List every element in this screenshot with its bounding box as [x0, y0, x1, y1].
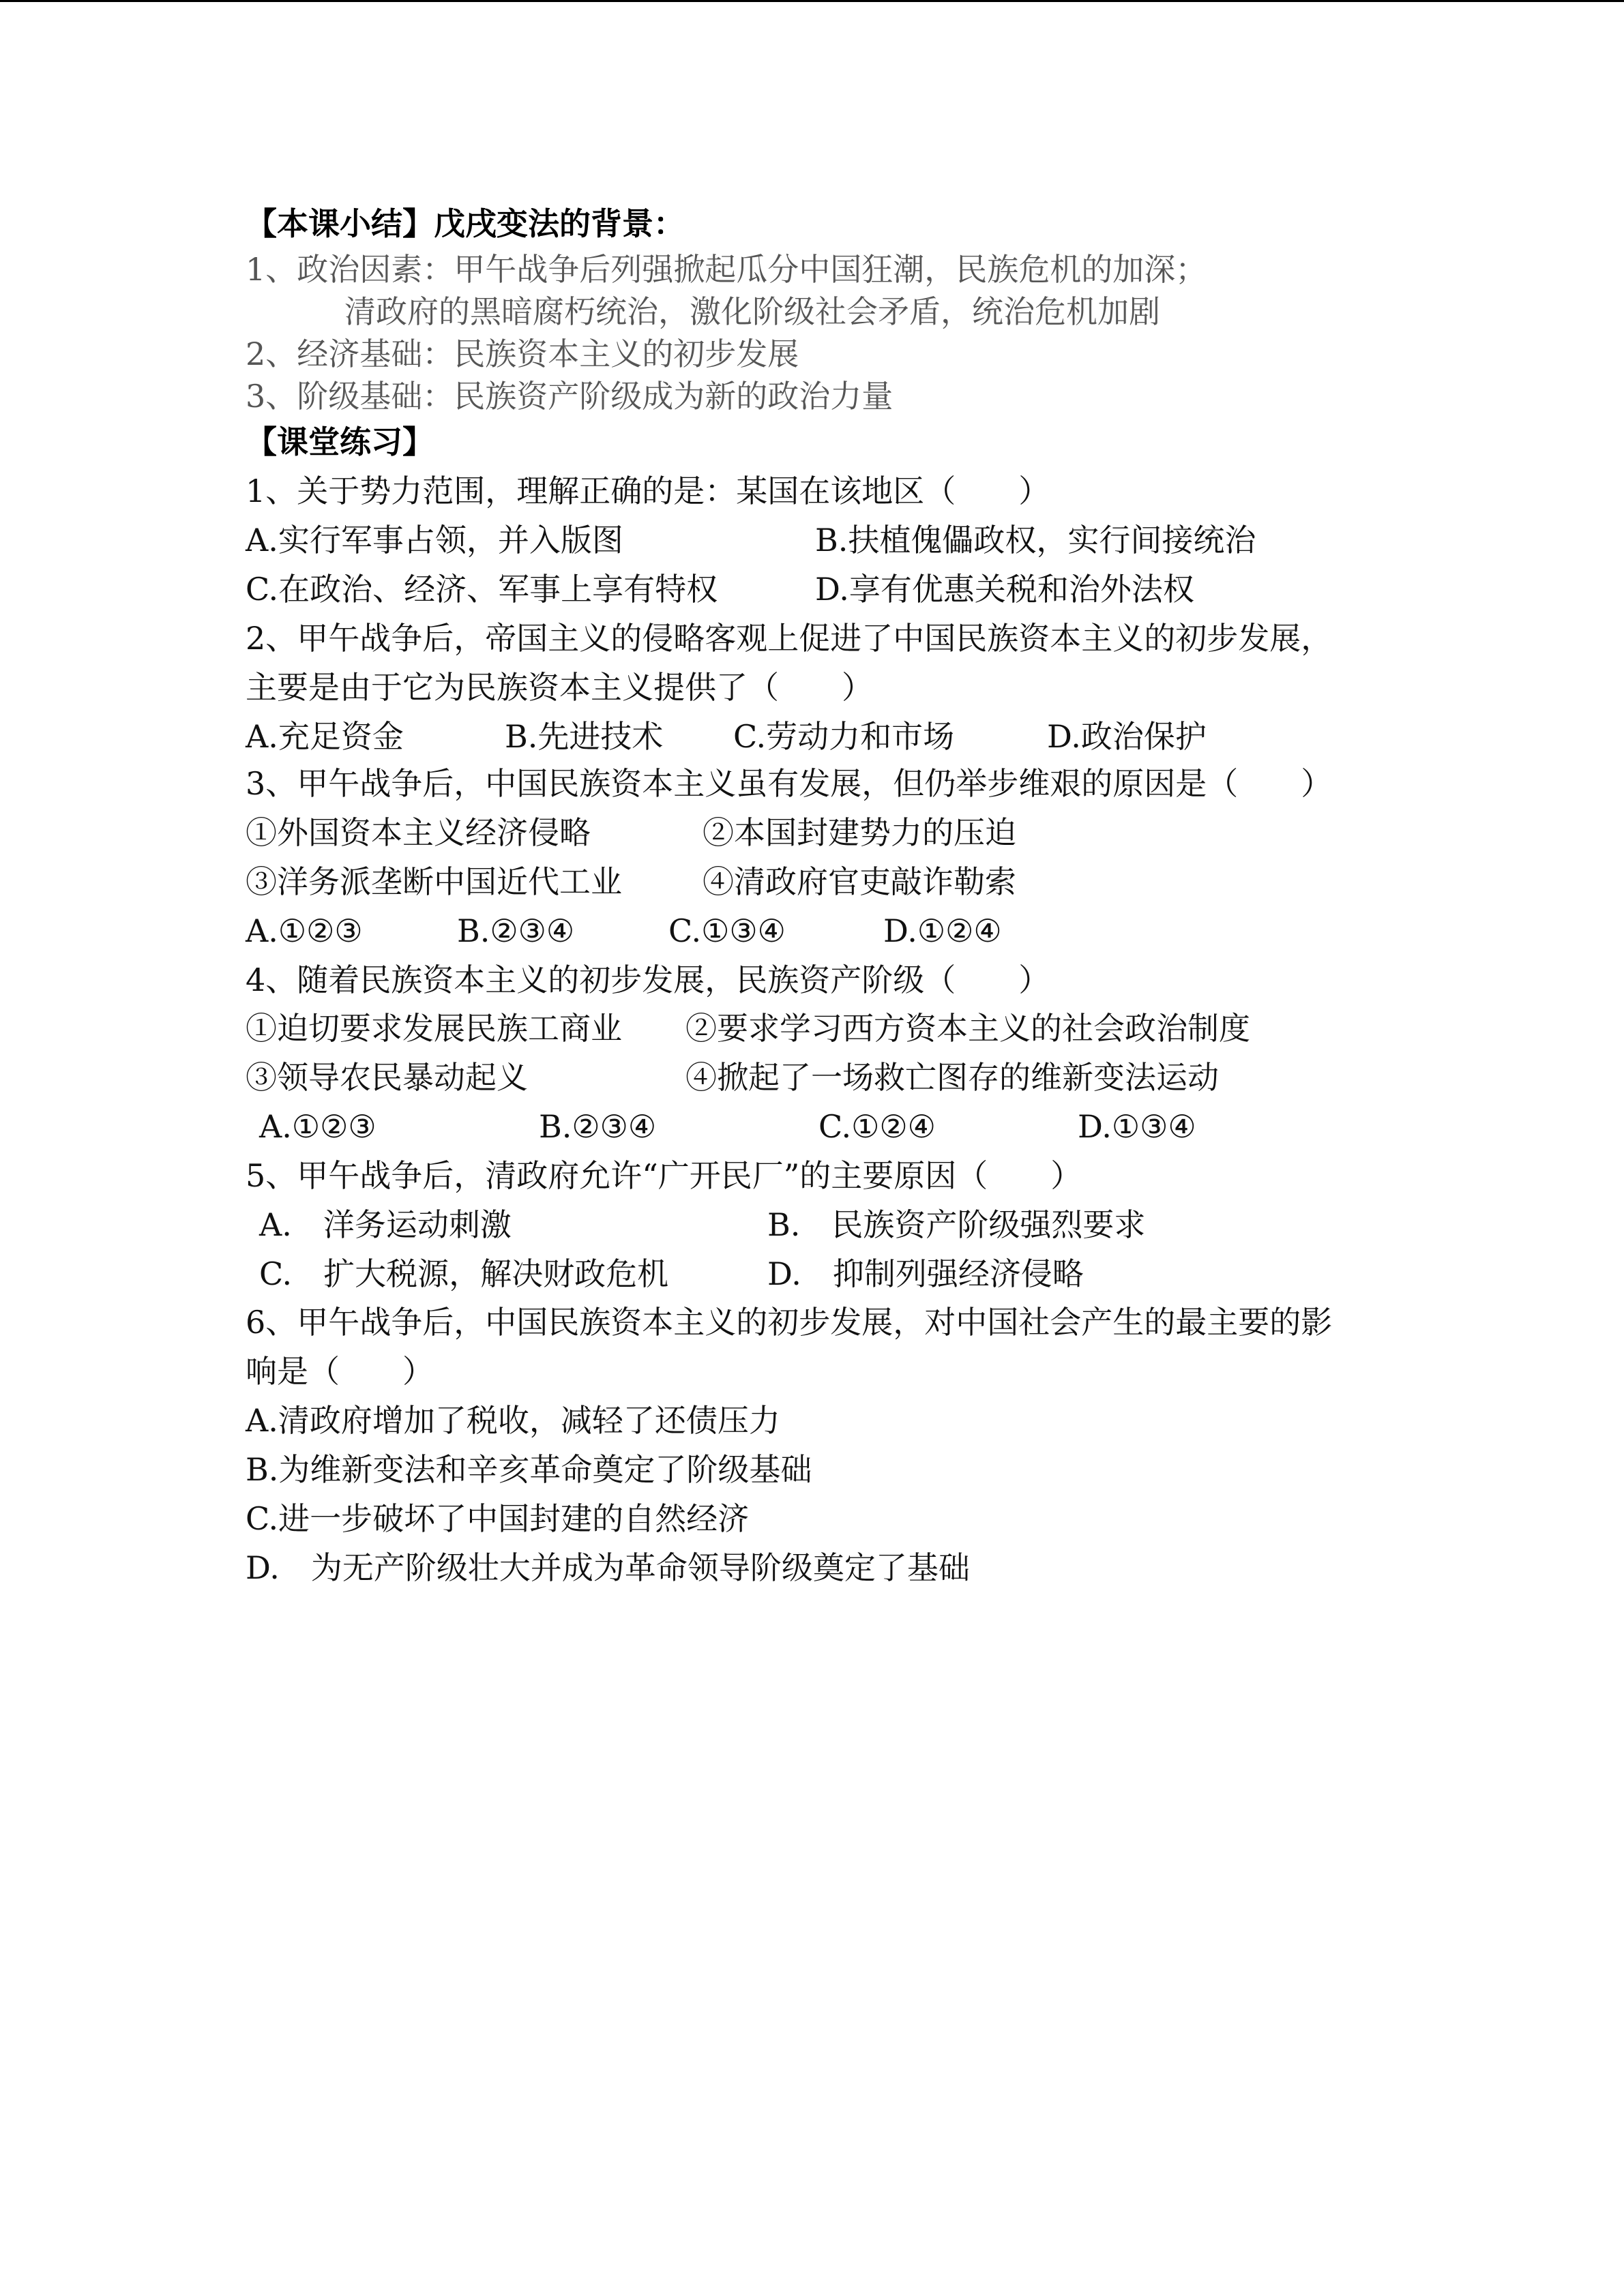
q4-option-d[interactable]: D.①③④: [1078, 1108, 1196, 1145]
q1-stem: 1、关于势力范围，理解正确的是：某国在该地区（ ）: [246, 473, 1050, 509]
q5-option-a[interactable]: A. 洋务运动刺激: [259, 1206, 512, 1243]
q1-option-b[interactable]: B.扶植傀儡政权，实行间接统治: [815, 522, 1256, 558]
q6-option-c[interactable]: C.进一步破坏了中国封建的自然经济: [246, 1500, 750, 1537]
q6-stem-line1: 6、甲午战争后，中国民族资本主义的初步发展，对中国社会产生的最主要的影: [246, 1304, 1333, 1341]
q3-item-4: ④清政府官吏敲诈勒索: [703, 863, 1016, 900]
q5-option-b[interactable]: B. 民族资产阶级强烈要求: [767, 1206, 1146, 1243]
q3-option-a[interactable]: A.①②③: [246, 912, 363, 949]
q2-option-a[interactable]: A.充足资金: [246, 718, 404, 755]
q6-option-a[interactable]: A.清政府增加了税收，减轻了还债压力: [246, 1402, 780, 1439]
q6-stem-line2: 响是（ ）: [246, 1353, 434, 1390]
practice-title: 【课堂练习】: [246, 423, 434, 460]
q2-option-c[interactable]: C.劳动力和市场: [733, 718, 955, 755]
q1-option-c[interactable]: C.在政治、经济、军事上享有特权: [246, 571, 718, 608]
q4-option-a[interactable]: A.①②③: [259, 1108, 377, 1145]
q3-option-b[interactable]: B.②③④: [457, 912, 575, 949]
q5-option-c[interactable]: C. 扩大税源，解决财政危机: [259, 1255, 669, 1292]
q2-option-d[interactable]: D.政治保护: [1047, 718, 1207, 755]
q4-item-2: ②要求学习西方资本主义的社会政治制度: [685, 1010, 1250, 1047]
summary-item-class: 3、阶级基础：民族资产阶级成为新的政治力量: [246, 378, 894, 415]
q3-stem: 3、甲午战争后，中国民族资本主义虽有发展，但仍举步维艰的原因是（ ）: [246, 765, 1333, 802]
q2-stem-line2: 主要是由于它为民族资本主义提供了（ ）: [246, 669, 873, 706]
summary-item-political: 1、政治因素：甲午战争后列强掀起瓜分中国狂潮，民族危机的加深；: [246, 251, 1207, 288]
q4-option-b[interactable]: B.②③④: [539, 1108, 657, 1145]
q4-item-3: ③领导农民暴动起义: [246, 1059, 528, 1096]
q6-option-d[interactable]: D. 为无产阶级壮大并成为革命领导阶级奠定了基础: [246, 1549, 970, 1586]
q3-item-3: ③洋务派垄断中国近代工业: [246, 863, 622, 900]
q4-option-c[interactable]: C.①②④: [818, 1108, 936, 1145]
q3-item-1: ①外国资本主义经济侵略: [246, 814, 591, 851]
q1-option-d[interactable]: D.享有优惠关税和治外法权: [815, 571, 1194, 608]
summary-title: 【本课小结】戊戌变法的背景：: [246, 205, 685, 242]
q5-option-d[interactable]: D. 抑制列强经济侵略: [767, 1255, 1084, 1292]
summary-item-economic: 2、经济基础：民族资本主义的初步发展: [246, 336, 799, 372]
q4-stem: 4、随着民族资本主义的初步发展，民族资产阶级（ ）: [246, 961, 1050, 998]
q5-stem: 5、甲午战争后，清政府允许“广开民厂”的主要原因（ ）: [246, 1157, 1082, 1194]
q4-item-4: ④掀起了一场救亡图存的维新变法运动: [685, 1059, 1219, 1096]
q4-item-1: ①迫切要求发展民族工商业: [246, 1010, 622, 1047]
q2-stem-line1: 2、甲午战争后，帝国主义的侵略客观上促进了中国民族资本主义的初步发展，: [246, 620, 1333, 657]
q3-option-d[interactable]: D.①②④: [883, 912, 1002, 949]
q2-option-b[interactable]: B.先进技术: [505, 718, 664, 755]
summary-item-political-cont: 清政府的黑暗腐朽统治，激化阶级社会矛盾，统治危机加剧: [344, 293, 1160, 330]
q1-option-a[interactable]: A.实行军事占领，并入版图: [246, 522, 623, 558]
q3-option-c[interactable]: C.①③④: [668, 912, 786, 949]
q3-item-2: ②本国封建势力的压迫: [703, 814, 1016, 851]
q6-option-b[interactable]: B.为维新变法和辛亥革命奠定了阶级基础: [246, 1451, 812, 1488]
